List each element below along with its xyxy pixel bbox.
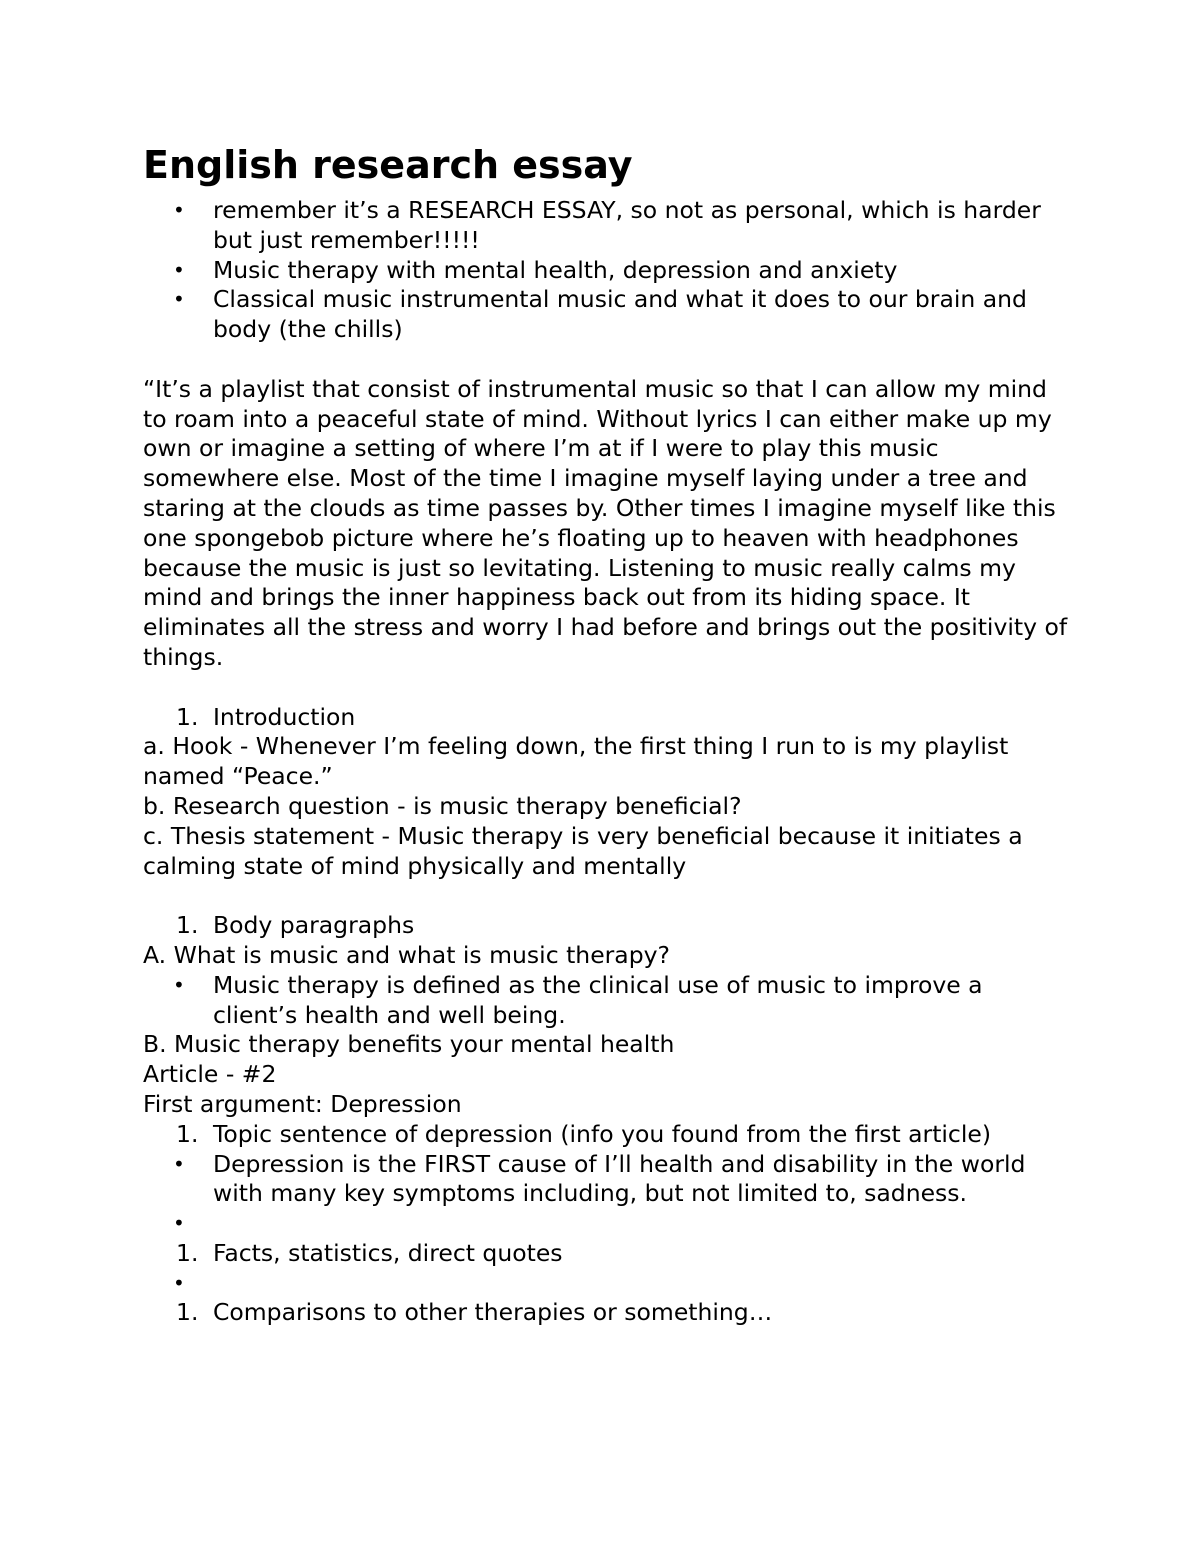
page-title: English research essay (143, 143, 633, 187)
bullet-icon: • (173, 1270, 185, 1295)
intro-list (143, 703, 1073, 733)
body-list (143, 911, 1073, 941)
section-a-heading: A. What is music and what is music therapy? (143, 940, 671, 969)
document-page (143, 140, 1073, 1328)
section-a-bullet-text: Music therapy is defined as the clinical use of music to improve a client’s health and well being. (213, 970, 983, 1029)
section-a-list (143, 971, 1073, 1031)
hook-line: a. Hook - Whenever I’m feeling down, the first thing I run to is my playlist named “Peace.” (143, 732, 1009, 791)
list-number: 1. (176, 1298, 199, 1327)
argument-list (143, 1120, 1073, 1150)
bullet-icon: • (173, 1151, 185, 1176)
note-text: Classical music instrumental music and what it does to our brain and body (the chills) (213, 285, 1027, 344)
quote-paragraph: “It’s a playlist that consist of instrumental music so that I can allow my mind to roam into a peaceful state of mind. Without lyrics I can either make up my own or imagine a setting of where I’m at if I were to play this music somewhere else. Most of the time I imagine myself laying under a tree and staring at the clouds as time passes by. Other times I imagine myself like this one spongebob picture where he’s floating up to heaven with headphones because the music is just so levitating. Listening to music really calms my mind and brings the inner happiness back out from its hiding space. It eliminates all the stress and worry I had before and brings out the positivity of things. (143, 374, 1068, 671)
bullet-icon: • (173, 287, 185, 312)
list-number: 1. (176, 1119, 199, 1148)
list-item (143, 1120, 1073, 1150)
spacer (143, 345, 1073, 375)
note-text: Music therapy with mental health, depression and anxiety (213, 255, 898, 284)
list-number: 1. (176, 911, 199, 940)
list-number: 1. (176, 702, 199, 731)
bullet-icon: • (173, 1211, 185, 1236)
list-item (143, 1209, 1073, 1239)
facts-list (143, 1239, 1073, 1269)
article-line: Article - #2 (143, 1060, 277, 1089)
depression-bullet-text: Depression is the FIRST cause of I’ll health and disability in the world with many key symptoms including, but not limited to, sadness. (213, 1149, 1026, 1208)
topic-sentence-text: Topic sentence of depression (info you found from the first article) (213, 1119, 992, 1148)
list-item (143, 1150, 1073, 1210)
list-item (143, 285, 1073, 345)
empty-bullet-list (143, 1269, 1073, 1299)
spacer (143, 673, 1073, 703)
bullet-icon: • (173, 257, 185, 282)
comparisons-list (143, 1298, 1073, 1328)
section-b-heading: B. Music therapy benefits your mental health (143, 1030, 675, 1059)
list-item (143, 911, 1073, 941)
bullet-icon: • (173, 972, 185, 997)
bullet-icon: • (173, 198, 185, 222)
first-argument-line: First argument: Depression (143, 1089, 462, 1118)
research-question-line: b. Research question - is music therapy beneficial? (143, 791, 742, 820)
intro-heading: Introduction (213, 702, 356, 731)
list-item (143, 256, 1073, 286)
facts-text: Facts, statistics, direct quotes (213, 1238, 563, 1267)
depression-list (143, 1150, 1073, 1239)
empty-bullet-text (213, 1269, 220, 1297)
list-item (143, 1269, 1073, 1299)
list-item (143, 703, 1073, 733)
list-item (143, 971, 1073, 1031)
spacer (143, 881, 1073, 911)
list-item (143, 1298, 1073, 1328)
notes-list (143, 196, 1073, 345)
empty-bullet-text (213, 1209, 220, 1237)
body-heading: Body paragraphs (213, 911, 415, 940)
note-text: remember it’s a RESEARCH ESSAY, so not as personal, which is harder but just remember!!!!! (213, 196, 1041, 254)
comparisons-text: Comparisons to other therapies or something… (213, 1298, 773, 1327)
thesis-line: c. Thesis statement - Music therapy is very beneficial because it initiates a calming state of mind physically and mentally (143, 821, 1023, 880)
list-item (143, 1239, 1073, 1269)
list-item (143, 196, 1073, 256)
list-number: 1. (176, 1238, 199, 1267)
